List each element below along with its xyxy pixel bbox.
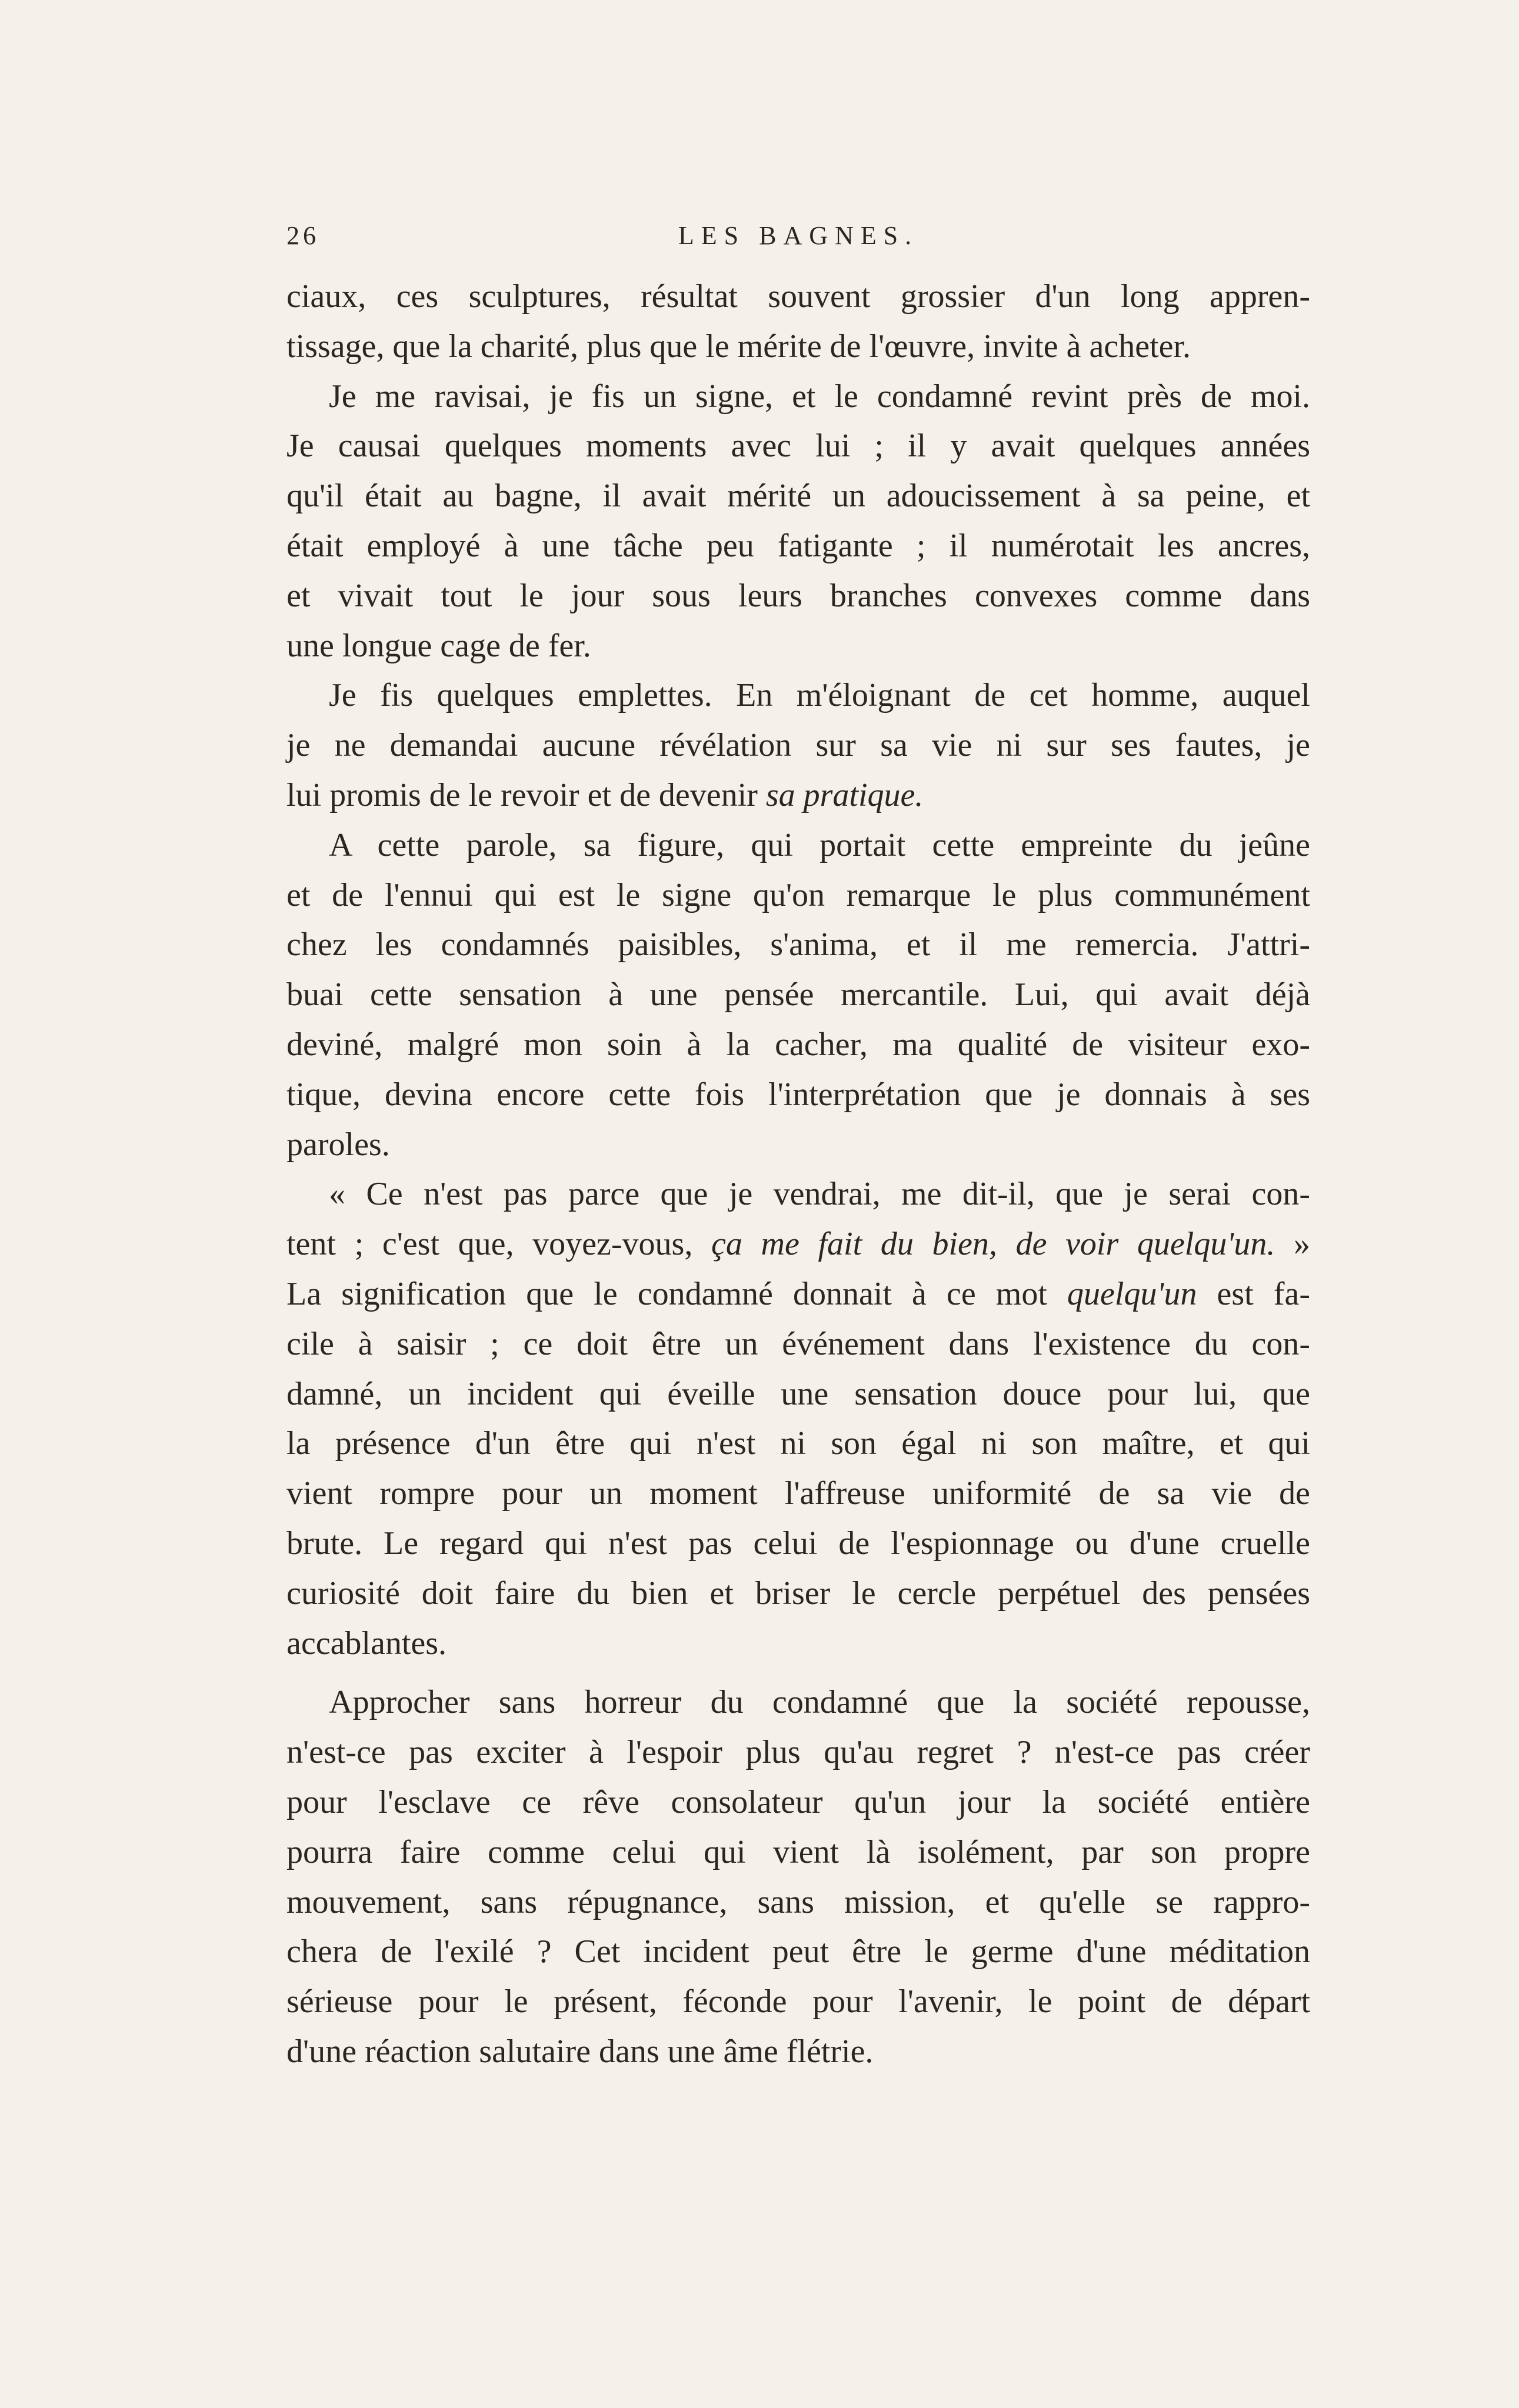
text-line: buai cette sensation à une pensée mercantile. Lui, qui avait déjà — [287, 976, 1310, 1013]
text-line: ciaux, ces sculptures, résultat souvent grossier d'un long appren- — [287, 278, 1310, 315]
page-header — [287, 221, 1310, 256]
text-line: Je causai quelques moments avec lui ; il y avait quelques années — [287, 428, 1310, 465]
text-line: d'une réaction salutaire dans une âme flétrie. — [287, 2033, 874, 2070]
text-line: sérieuse pour le présent, féconde pour l'avenir, le point de départ — [287, 1983, 1310, 2020]
italic-phrase: ça me fait du bien, de voir quelqu'un. — [711, 1226, 1275, 1263]
text-line: accablantes. — [287, 1625, 447, 1662]
running-title: LES BAGNES. — [678, 221, 919, 250]
text-line: vient rompre pour un moment l'affreuse uniformité de sa vie de — [287, 1475, 1310, 1512]
text-line: chez les condamnés paisibles, s'anima, et il me remercia. J'attri- — [287, 926, 1310, 963]
text-line: n'est-ce pas exciter à l'espoir plus qu'au regret ? n'est-ce pas créer — [287, 1734, 1310, 1771]
text-segment: La signification que le condamné donnait à ce mot — [287, 1275, 1047, 1312]
paragraph-gap — [287, 1668, 1310, 1677]
text-line: mouvement, sans répugnance, sans mission, et qu'elle se rappro- — [287, 1883, 1310, 1920]
text-line: curiosité doit faire du bien et briser le cercle perpétuel des pensées — [287, 1575, 1310, 1612]
text-line — [287, 1269, 1310, 1319]
text-line: était employé à une tâche peu fatigante ; il numérotait les ancres, — [287, 527, 1310, 564]
italic-word: quelqu'un — [1067, 1275, 1197, 1312]
text-line: je ne demandai aucune révélation sur sa vie ni sur ses fautes, je — [287, 727, 1310, 764]
text-line — [287, 771, 1310, 821]
text-line: Approcher sans horreur du condamné que la société repousse, — [329, 1684, 1310, 1721]
text-line: Je me ravisai, je fis un signe, et le condamné revint près de moi. — [329, 378, 1310, 415]
text-line: brute. Le regard qui n'est pas celui de l'espionnage ou d'une cruelle — [287, 1525, 1310, 1562]
text-line: chera de l'exilé ? Cet incident peut être le germe d'une méditation — [287, 1933, 1310, 1970]
text-line: pourra faire comme celui qui vient là isolément, par son propre — [287, 1833, 1310, 1870]
text-line: et de l'ennui qui est le signe qu'on remarque le plus communément — [287, 876, 1310, 913]
text-line: cile à saisir ; ce doit être un événement dans l'existence du con- — [287, 1325, 1310, 1362]
text-line — [287, 1219, 1310, 1269]
text-line: une longue cage de fer. — [287, 627, 591, 664]
body-text — [287, 272, 1310, 2077]
text-segment: » — [1294, 1226, 1311, 1263]
text-line: qu'il était au bagne, il avait mérité un adoucissement à sa peine, et — [287, 478, 1310, 515]
page-number: 26 — [287, 221, 319, 250]
italic-phrase: sa pratique. — [765, 776, 924, 813]
text-line: deviné, malgré mon soin à la cacher, ma qualité de visiteur exo- — [287, 1026, 1310, 1063]
text-line: A cette parole, sa figure, qui portait cette empreinte du jeûne — [329, 826, 1310, 863]
text-line: damné, un incident qui éveille une sensation douce pour lui, que — [287, 1375, 1310, 1412]
text-segment: tent ; c'est que, voyez-vous, — [287, 1226, 693, 1263]
text-line: et vivait tout le jour sous leurs branches convexes comme dans — [287, 577, 1310, 614]
text-line: « Ce n'est pas parce que je vendrai, me dit-il, que je serai con- — [329, 1176, 1310, 1213]
text-line: tique, devina encore cette fois l'interprétation que je donnais à ses — [287, 1076, 1310, 1113]
text-segment: est fa- — [1217, 1275, 1311, 1312]
text-segment: lui promis de le revoir et de devenir — [287, 776, 758, 813]
text-line: paroles. — [287, 1126, 390, 1163]
text-line: Je fis quelques emplettes. En m'éloignant de cet homme, auquel — [329, 677, 1310, 714]
text-line: la présence d'un être qui n'est ni son égal ni son maître, et qui — [287, 1425, 1310, 1462]
text-line: tissage, que la charité, plus que le mérite de l'œuvre, invite à acheter. — [287, 328, 1191, 365]
text-line: pour l'esclave ce rêve consolateur qu'un jour la société entière — [287, 1783, 1310, 1820]
